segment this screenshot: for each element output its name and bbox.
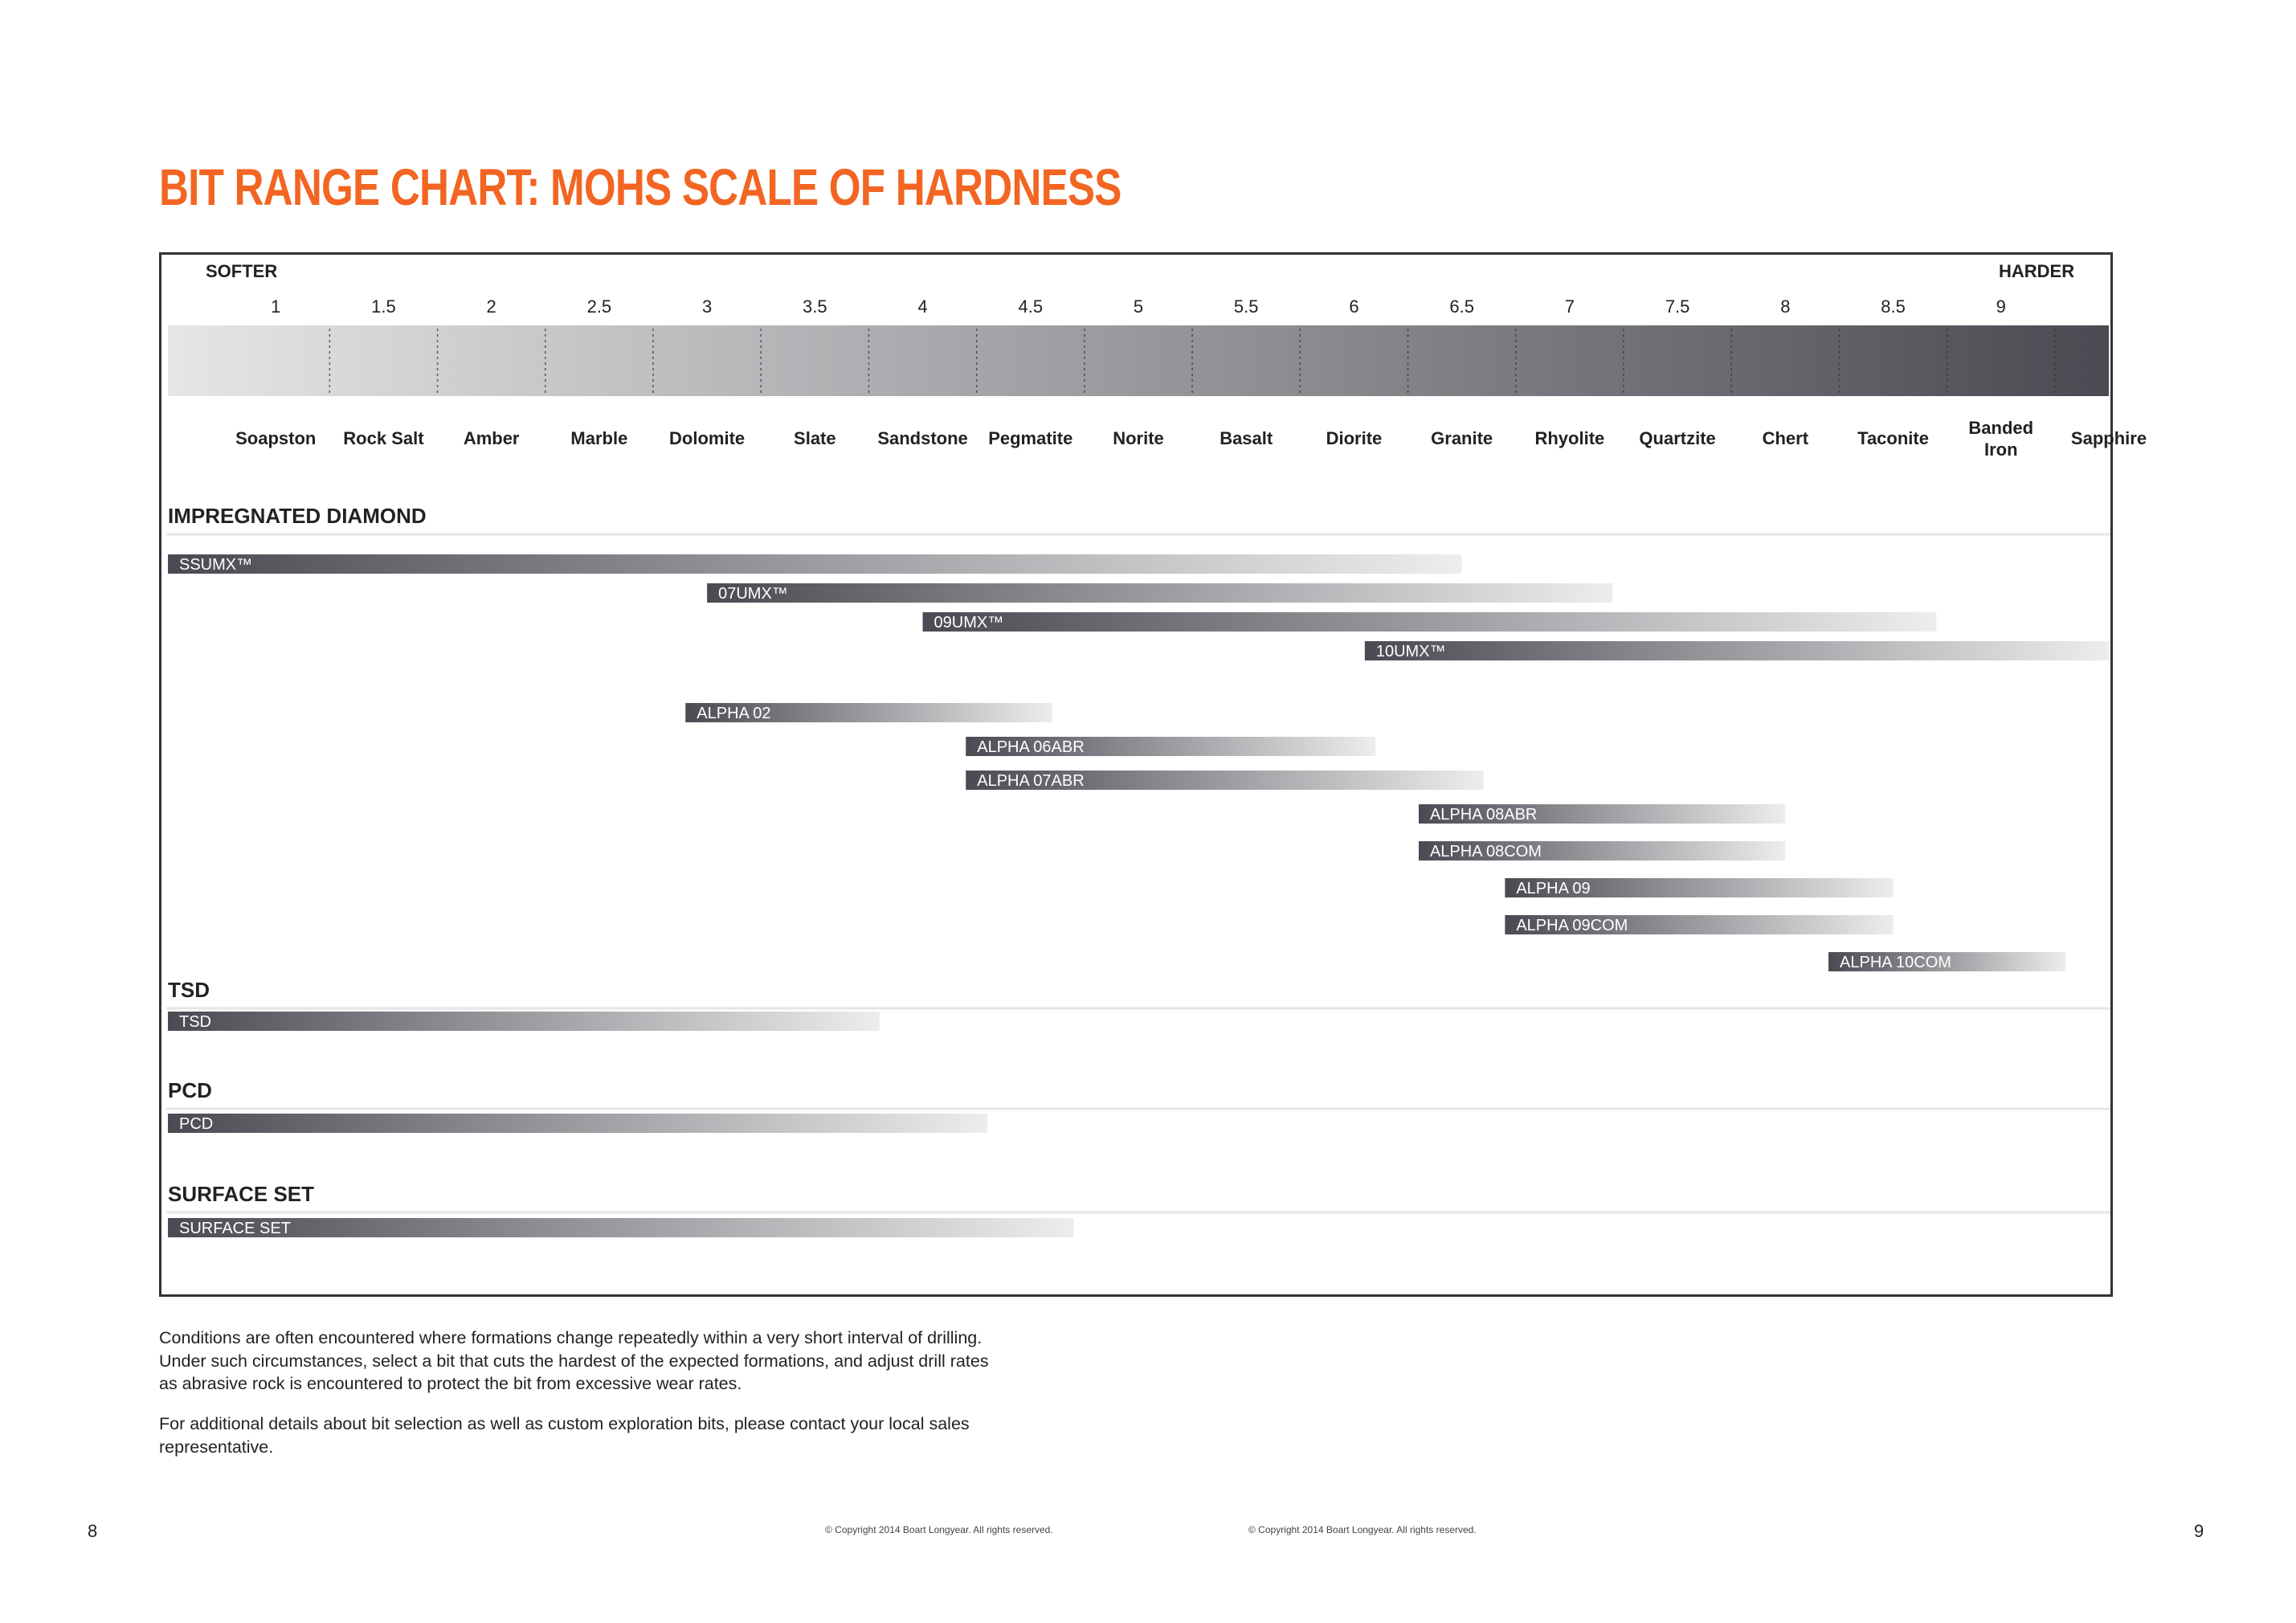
bar-ssumx [168, 554, 1462, 574]
tick-label: 5.5 [1233, 296, 1259, 317]
rock-label-pegmatite: Pegmatite [988, 428, 1073, 448]
bar-label-alpha-08com: ALPHA 08COM [1429, 843, 1542, 861]
bar-label-07umx: 07UMX™ [718, 585, 788, 603]
rock-label-sandstone: Sandstone [877, 428, 968, 448]
tick-label: 8.5 [1881, 296, 1906, 317]
bar-pcd [168, 1114, 987, 1133]
rock-label-chert: Chert [1762, 428, 1809, 448]
tick-label: 7 [1564, 296, 1575, 317]
bar-label-alpha-09: ALPHA 09 [1516, 880, 1591, 897]
bar-label-alpha-06abr: ALPHA 06ABR [977, 738, 1085, 756]
bar-label-surface-set: SURFACE SET [179, 1220, 291, 1237]
tick-label: 5 [1133, 296, 1144, 317]
tick-label: 2.5 [586, 296, 612, 317]
page-title: BIT RANGE CHART: MOHS SCALE OF HARDNESS [159, 158, 1121, 216]
bar-tsd [168, 1012, 880, 1031]
rock-label-diorite: Diorite [1326, 428, 1383, 448]
bar-label-alpha-09com: ALPHA 09COM [1516, 917, 1628, 934]
tick-label: 1.5 [371, 296, 396, 317]
bar-label-ssumx: SSUMX™ [179, 556, 253, 574]
bar-label-alpha-02: ALPHA 02 [697, 705, 771, 722]
tick-label: 3.5 [803, 296, 827, 317]
rock-label-slate: Slate [794, 428, 836, 448]
rock-label-dolomite: Dolomite [669, 428, 746, 448]
bar-label-alpha-10com: ALPHA 10COM [1840, 954, 1951, 971]
rock-label-basalt: Basalt [1219, 428, 1273, 448]
rock-label-rhyolite: Rhyolite [1534, 428, 1605, 448]
tick-label: 8 [1780, 296, 1791, 317]
rock-label-amber: Amber [463, 428, 520, 448]
softer-label: SOFTER [206, 261, 278, 281]
tick-label: 6.5 [1449, 296, 1474, 317]
group-title-tsd: TSD [168, 978, 210, 1002]
group-title-impregnated-diamond: IMPREGNATED DIAMOND [168, 504, 427, 528]
tick-label: 4 [917, 296, 928, 317]
tick-label: 4.5 [1018, 296, 1044, 317]
bar-surface-set [168, 1218, 1073, 1237]
copyright-right: © Copyright 2014 Boart Longyear. All rights reserved. [1248, 1524, 1477, 1535]
note-paragraph-1: Conditions are often encountered where formations change repeatedly within a very short interval of drilling. Under such circumstances, select a bit that cuts the hardest of the expected formations, and adjust drill rates as abrasive rock is encountered to protect the bit from excessive wear rates. [159, 1328, 989, 1393]
bar-label-alpha-07abr: ALPHA 07ABR [977, 772, 1085, 790]
bar-09umx [923, 612, 1937, 632]
bar-label-pcd: PCD [179, 1115, 214, 1133]
bar-07umx [707, 583, 1612, 603]
group-title-surface-set: SURFACE SET [168, 1182, 315, 1206]
rock-label-soapston: Soapston [235, 428, 317, 448]
rock-label-banded-iron: Banded Iron [1968, 418, 2034, 460]
tick-label: 7.5 [1665, 296, 1690, 317]
rock-label-sapphire: Sapphire [2070, 428, 2147, 448]
rock-label-taconite: Taconite [1857, 428, 1929, 448]
page-number-right: 9 [2194, 1521, 2204, 1541]
copyright-left: © Copyright 2014 Boart Longyear. All rights reserved. [825, 1524, 1053, 1535]
group-title-pcd: PCD [168, 1078, 212, 1102]
tick-label: 9 [1996, 296, 2006, 317]
rock-label-norite: Norite [1113, 428, 1164, 448]
rock-label-marble: Marble [570, 428, 628, 448]
bar-label-tsd: TSD [179, 1013, 211, 1031]
tick-label: 6 [1349, 296, 1359, 317]
bar-label-10umx: 10UMX™ [1375, 643, 1446, 660]
bar-label-alpha-08abr: ALPHA 08ABR [1429, 806, 1538, 824]
hardness-scale-band [168, 325, 2109, 396]
note-paragraph-2: For additional details about bit selection as well as custom exploration bits, please contact your local sales representative. [159, 1414, 970, 1457]
bar-label-09umx: 09UMX™ [934, 614, 1004, 632]
page-number-left: 8 [88, 1521, 98, 1541]
tick-label: 3 [701, 296, 713, 317]
rock-label-granite: Granite [1431, 428, 1493, 448]
tick-label: 1 [271, 296, 281, 317]
rock-label-rock-salt: Rock Salt [343, 428, 424, 448]
bar-10umx [1365, 641, 2109, 660]
tick-label: 2 [486, 296, 496, 317]
rock-label-quartzite: Quartzite [1639, 428, 1716, 448]
harder-label: HARDER [1999, 261, 2075, 281]
